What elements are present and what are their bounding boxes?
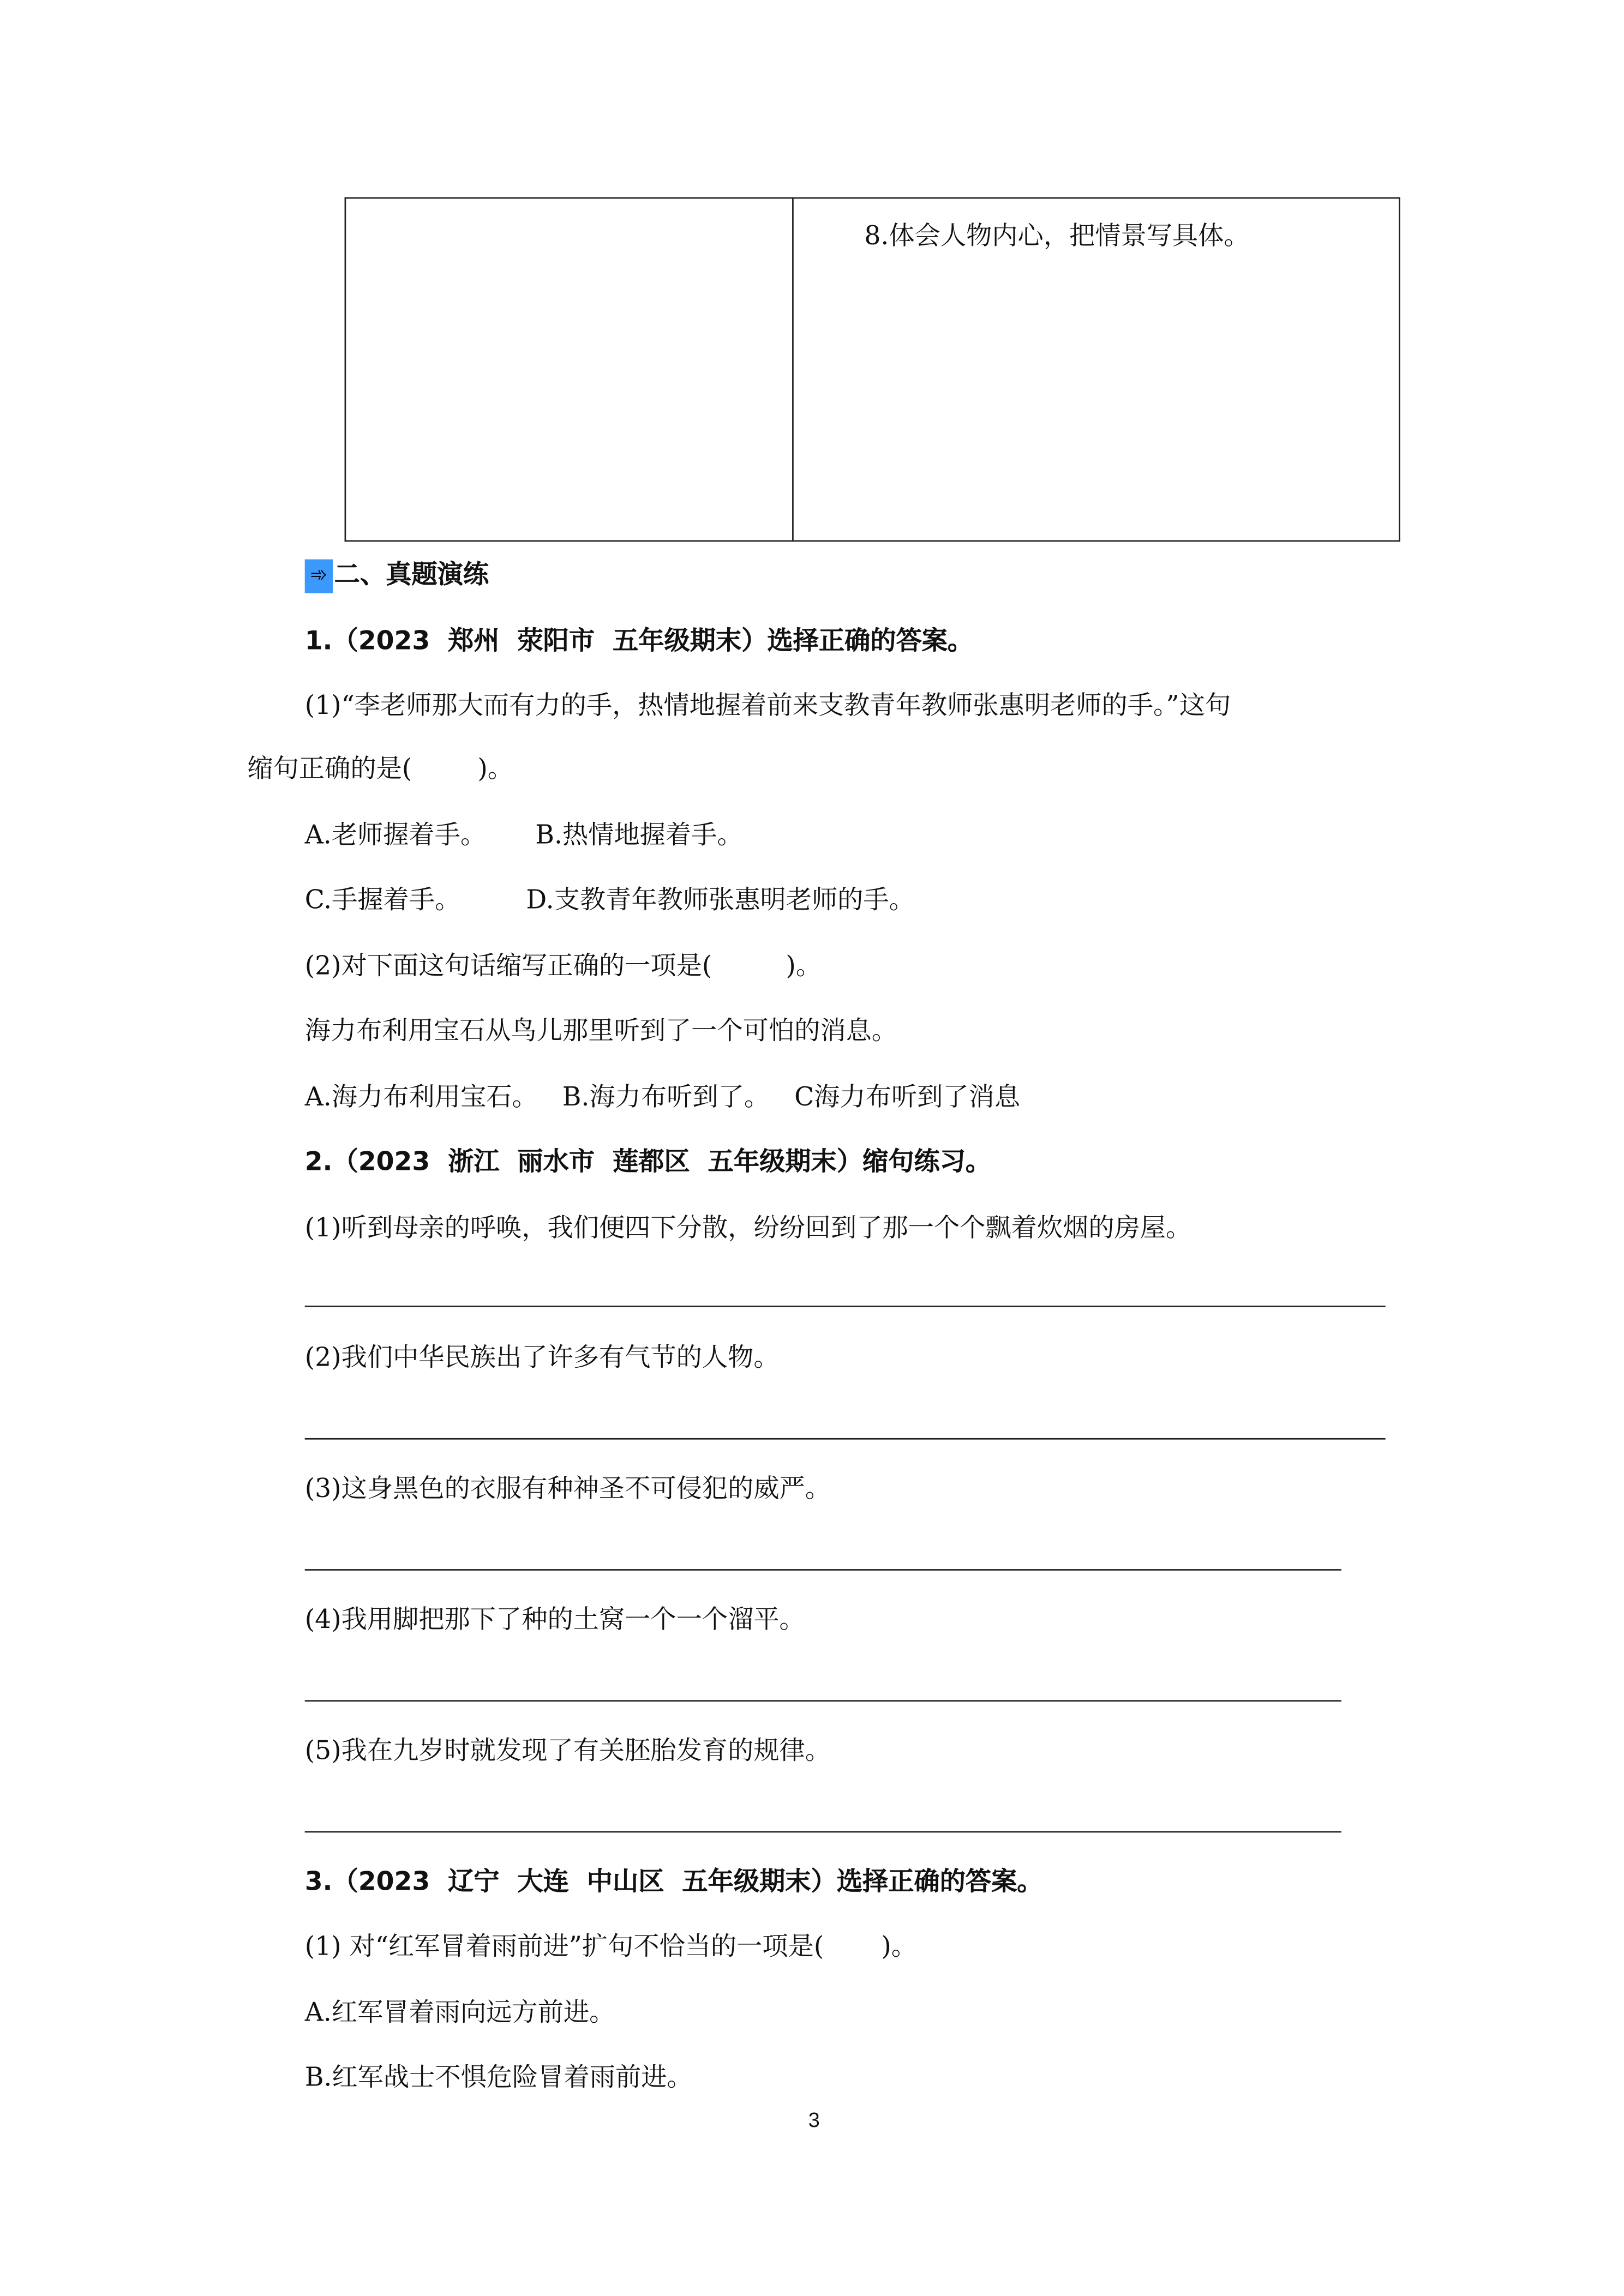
q2-item-1: (1)听到母亲的呼唤，我们便四下分散，纷纷回到了那一个个飘着炊烟的房屋。 bbox=[304, 1214, 1192, 1244]
q1-p2: (2)对下面这句话缩写正确的一项是( )。 bbox=[304, 952, 822, 982]
table-cell-left bbox=[345, 198, 793, 541]
q1-p1-line2: 缩句正确的是( )。 bbox=[247, 755, 514, 785]
q3-p1: (1) 对“红军冒着雨前进”扩句不恰当的一项是( )。 bbox=[304, 1932, 918, 1962]
table-cell-right bbox=[793, 198, 1399, 541]
q1-options-cd: C.手握着手。 D.支教青年教师张惠明老师的手。 bbox=[304, 886, 915, 916]
cell-text: 8.体会人物内心，把情景写具体。 bbox=[864, 222, 1250, 252]
q1-options-ab: A.老师握着手。 B.热情地握着手。 bbox=[304, 821, 743, 851]
q3-option-b: B.红军战士不惧危险冒着雨前进。 bbox=[304, 2063, 693, 2093]
content-table bbox=[345, 197, 1400, 542]
q1-p2-sentence: 海力布利用宝石从鸟儿那里听到了一个可怕的消息。 bbox=[304, 1017, 898, 1047]
q1-p2-options: A.海力布利用宝石。 B.海力布听到了。 C海力布听到了消息 bbox=[304, 1083, 1021, 1113]
q2-item-4: (4)我用脚把那下了种的土窝一个一个溜平。 bbox=[304, 1606, 805, 1636]
answer-line-1[interactable] bbox=[305, 1306, 1386, 1307]
answer-line-4[interactable] bbox=[305, 1700, 1341, 1702]
q3-title: 3.（2023 辽宁 大连 中山区 五年级期末）选择正确的答案。 bbox=[304, 1868, 1043, 1898]
arrow-bullet-icon: ➾ bbox=[305, 560, 333, 593]
page-number: 3 bbox=[808, 2107, 820, 2132]
q2-item-2: (2)我们中华民族出了许多有气节的人物。 bbox=[304, 1344, 780, 1374]
q2-title: 2.（2023 浙江 丽水市 莲都区 五年级期末）缩句练习。 bbox=[304, 1148, 992, 1178]
q2-item-5: (5)我在九岁时就发现了有关胚胎发育的规律。 bbox=[304, 1736, 831, 1766]
answer-line-2[interactable] bbox=[305, 1438, 1386, 1440]
q2-item-3: (3)这身黑色的衣服有种神圣不可侵犯的威严。 bbox=[304, 1475, 831, 1505]
q1-p1-line1: (1)“李老师那大而有力的手，热情地握着前来支教青年教师张惠明老师的手。”这句 bbox=[304, 692, 1231, 722]
answer-line-5[interactable] bbox=[305, 1831, 1341, 1833]
q3-option-a: A.红军冒着雨向远方前进。 bbox=[304, 1999, 615, 2029]
section-title: 二、真题演练 bbox=[334, 561, 489, 591]
q1-title: 1.（2023 郑州 荥阳市 五年级期末）选择正确的答案。 bbox=[304, 627, 974, 657]
answer-line-3[interactable] bbox=[305, 1569, 1341, 1571]
